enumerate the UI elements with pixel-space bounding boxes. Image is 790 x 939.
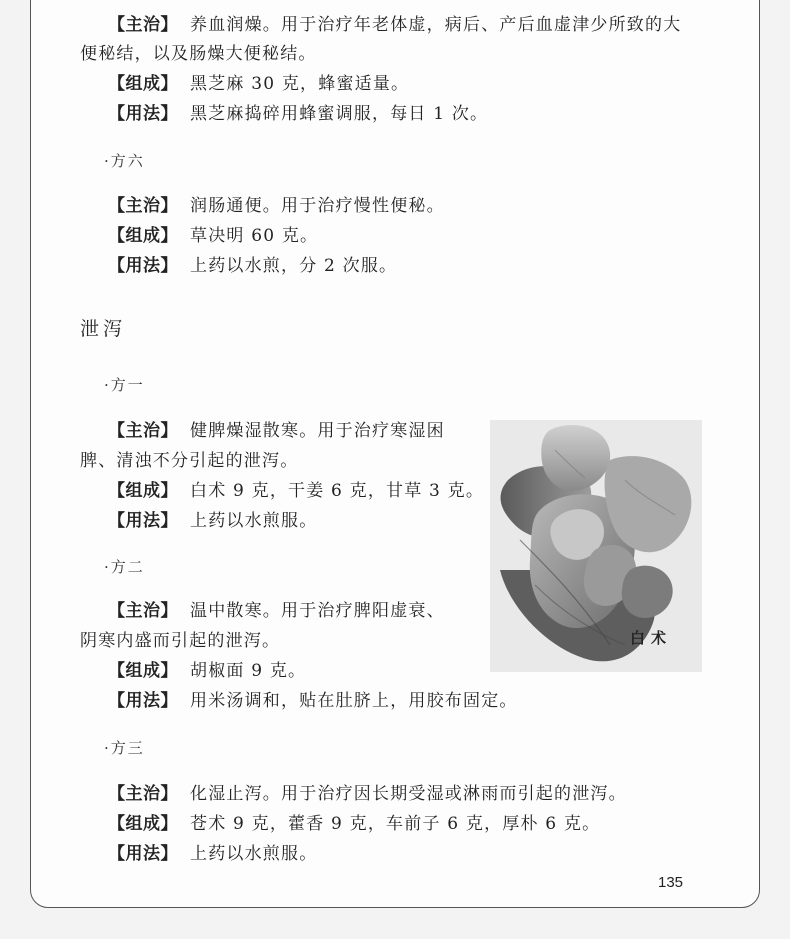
- zucheng-label: 【组成】: [108, 661, 178, 681]
- yongfa-text: 上药以水煎，分 2 次服。: [190, 256, 398, 276]
- zhuzhi-text: 化湿止泻。用于治疗因长期受湿或淋雨而引起的泄泻。: [190, 784, 627, 804]
- herb-caption: 白术: [629, 629, 672, 647]
- yongfa-text: 上药以水煎服。: [190, 844, 318, 864]
- yongfa-label: 【用法】: [108, 256, 178, 276]
- fang-er-zhuzhi-line-1: [108, 600, 445, 622]
- fang-liu-zhuzhi-line: [108, 195, 445, 217]
- fang-liu-yongfa-line: [108, 255, 397, 277]
- fang-san-zucheng-line: [108, 813, 600, 835]
- zhuzhi-label: 【主治】: [108, 15, 178, 35]
- zhuzhi-label: 【主治】: [108, 421, 178, 441]
- fang-er-zucheng-line: [108, 660, 306, 682]
- recipe-header-fang-yi: ·方一: [104, 376, 145, 394]
- yongfa-label: 【用法】: [108, 104, 178, 124]
- yongfa-text: 黑芝麻捣碎用蜂蜜调服，每日 1 次。: [190, 104, 489, 124]
- section-heading: 泄泻: [80, 318, 127, 340]
- recipe-header-fang-liu: ·方六: [104, 152, 145, 170]
- zucheng-text: 白术 9 克，干姜 6 克，甘草 3 克。: [190, 481, 485, 501]
- zhuzhi-label: 【主治】: [108, 784, 178, 804]
- yongfa-text: 上药以水煎服。: [190, 511, 318, 531]
- zhuzhi-text-cont: 脾、清浊不分引起的泄泻。: [80, 451, 299, 471]
- fang-yi-zhuzhi-line-2: [80, 450, 298, 472]
- fang-er-zhuzhi-line-2: [80, 630, 280, 652]
- zhuzhi-text: 养血润燥。用于治疗年老体虚，病后、产后血虚津少所致的大: [190, 15, 682, 35]
- recipe-header-fang-san: ·方三: [104, 739, 145, 757]
- zucheng-text: 黑芝麻 30 克，蜂蜜适量。: [190, 74, 410, 94]
- top-zhuzhi-line-2: [80, 43, 317, 65]
- zucheng-label: 【组成】: [108, 226, 178, 246]
- zhuzhi-text: 润肠通便。用于治疗慢性便秘。: [190, 196, 445, 216]
- fang-yi-zhuzhi-line-1: [108, 420, 445, 442]
- yongfa-text: 用米汤调和，贴在肚脐上，用胶布固定。: [190, 691, 518, 711]
- fang-yi-zucheng-line: [108, 480, 484, 502]
- top-yongfa-line: [108, 103, 488, 125]
- zhuzhi-text-cont: 阴寒内盛而引起的泄泻。: [80, 631, 281, 651]
- bottom-strip: [0, 912, 790, 939]
- zucheng-text: 胡椒面 9 克。: [190, 661, 307, 681]
- fang-liu-zucheng-line: [108, 225, 318, 247]
- yongfa-label: 【用法】: [108, 844, 178, 864]
- fang-san-zhuzhi-line: [108, 783, 627, 805]
- recipe-header-fang-er: ·方二: [104, 558, 145, 576]
- zucheng-label: 【组成】: [108, 74, 178, 94]
- zucheng-label: 【组成】: [108, 814, 178, 834]
- zhuzhi-text: 健脾燥湿散寒。用于治疗寒湿困: [190, 421, 445, 441]
- fang-er-yongfa-line: [108, 690, 518, 712]
- zucheng-label: 【组成】: [108, 481, 178, 501]
- yongfa-label: 【用法】: [108, 511, 178, 531]
- fang-san-yongfa-line: [108, 843, 317, 865]
- zhuzhi-text-cont: 便秘结，以及肠燥大便秘结。: [80, 44, 317, 64]
- yongfa-label: 【用法】: [108, 691, 178, 711]
- top-zucheng-line: [108, 73, 409, 95]
- zhuzhi-label: 【主治】: [108, 601, 178, 621]
- fang-yi-yongfa-line: [108, 510, 317, 532]
- zhuzhi-text: 温中散寒。用于治疗脾阳虚衰、: [190, 601, 445, 621]
- page-number: 135: [658, 874, 684, 891]
- zhuzhi-label: 【主治】: [108, 196, 178, 216]
- herb-photo: [490, 420, 702, 672]
- zucheng-text: 苍术 9 克，藿香 9 克，车前子 6 克，厚朴 6 克。: [190, 814, 601, 834]
- zucheng-text: 草决明 60 克。: [190, 226, 319, 246]
- top-zhuzhi-line-1: [108, 14, 681, 36]
